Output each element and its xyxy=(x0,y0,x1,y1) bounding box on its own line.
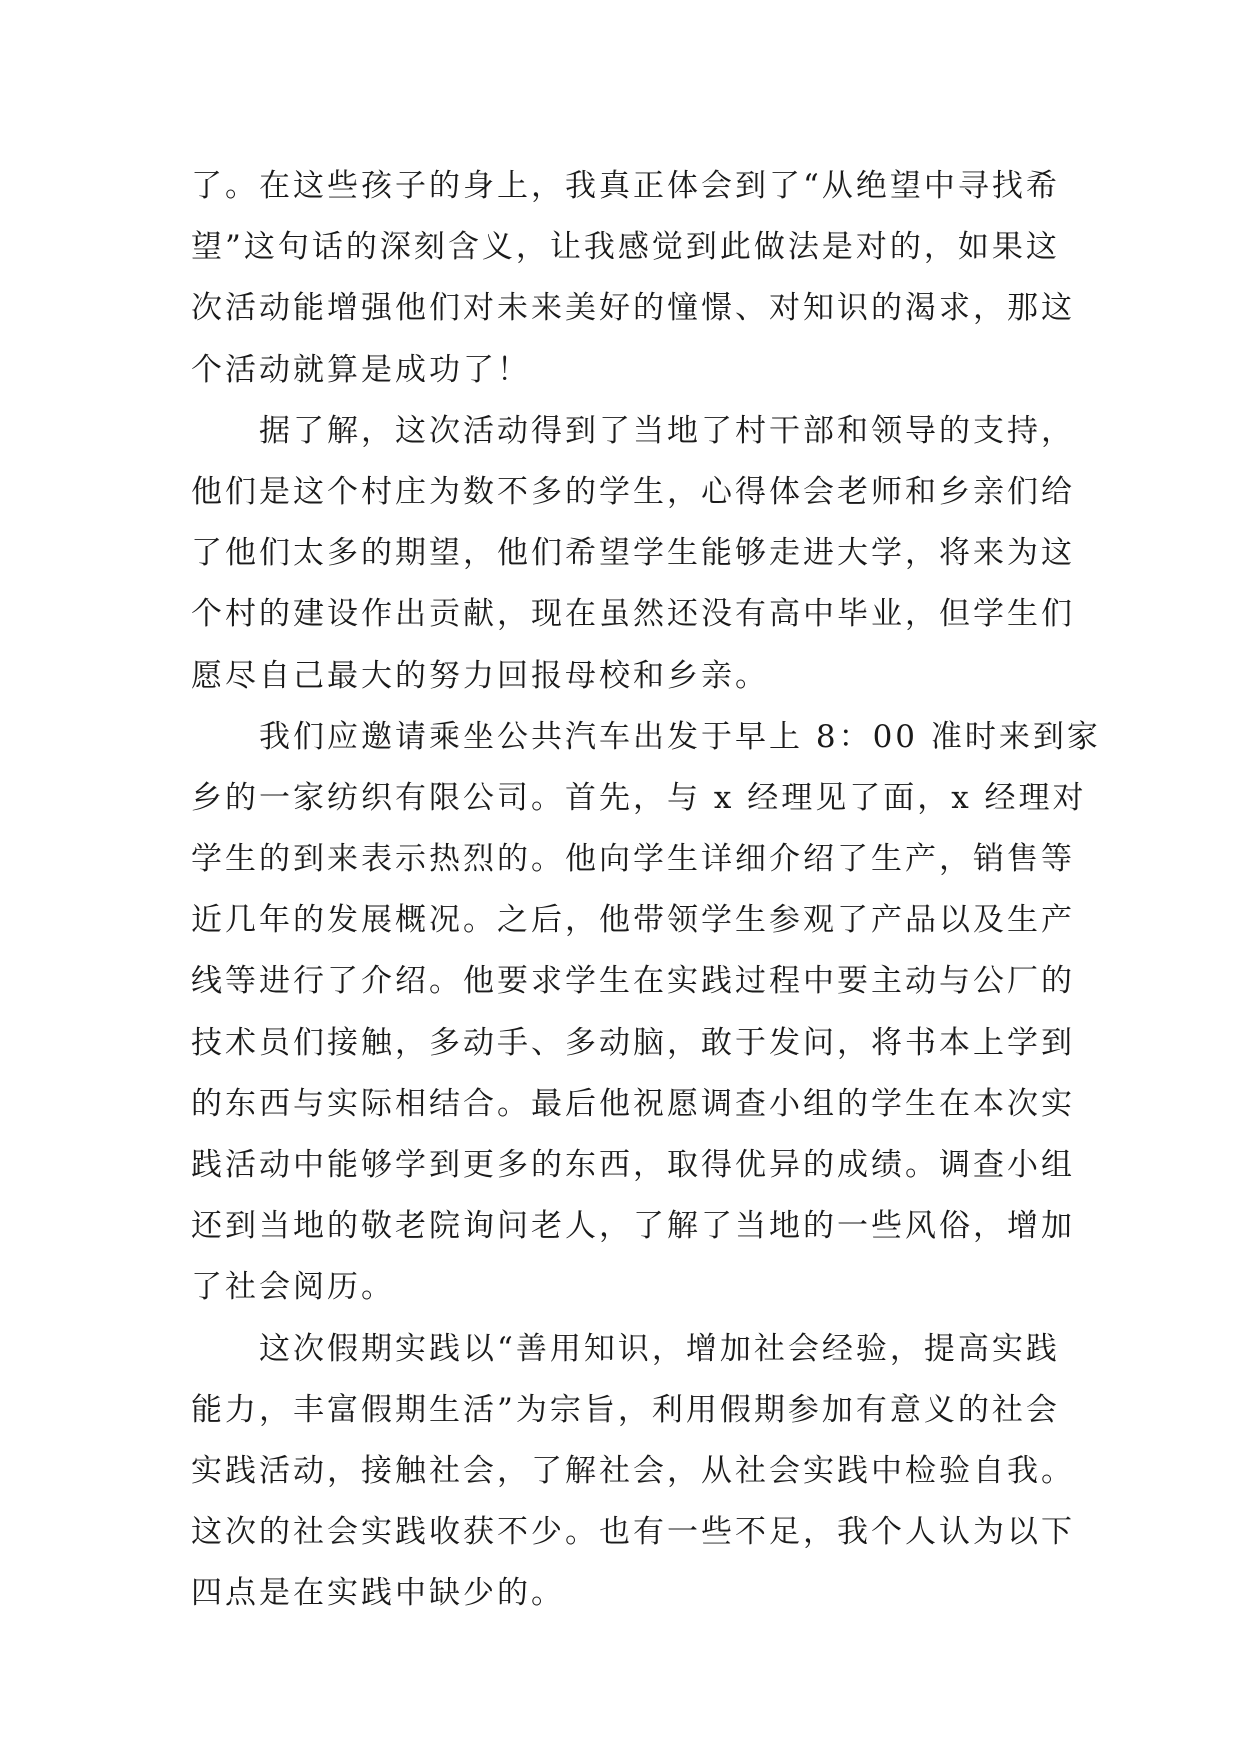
text-line: 还到当地的敬老院询问老人，了解了当地的一些风俗，增加 xyxy=(191,1208,1075,1245)
text-line: 学生的到来表示热烈的。他向学生详细介绍了生产，销售等 xyxy=(191,841,1075,878)
text-line: 我们应邀请乘坐公共汽车出发于早上 8：00 准时来到家 xyxy=(259,718,1101,755)
text-line: 了。在这些孩子的身上，我真正体会到了“从绝望中寻找希 xyxy=(191,168,1060,204)
text-line: 的东西与实际相结合。最后他祝愿调查小组的学生在本次实 xyxy=(191,1085,1075,1122)
text-line: 次活动能增强他们对未来美好的憧憬、对知识的渴求，那这 xyxy=(191,290,1075,327)
text-line: 能力，丰富假期生活”为宗旨，利用假期参加有意义的社会 xyxy=(191,1391,1060,1428)
paragraph xyxy=(191,1319,1075,1625)
text-line: 近几年的发展概况。之后，他带领学生参观了产品以及生产 xyxy=(191,902,1075,939)
text-line: 据了解，这次活动得到了当地了村干部和领导的支持， xyxy=(259,412,1075,449)
text-line: 这次的社会实践收获不少。也有一些不足，我个人认为以下 xyxy=(191,1514,1075,1551)
text-line: 个村的建设作出贡献，现在虽然还没有高中毕业，但学生们 xyxy=(191,596,1075,633)
text-line: 技术员们接触，多动手、多动脑，敢于发问，将书本上学到 xyxy=(191,1024,1075,1061)
text-line: 个活动就算是成功了！ xyxy=(191,351,531,388)
text-line: 他们是这个村庄为数不多的学生，心得体会老师和乡亲们给 xyxy=(191,473,1075,510)
text-line: 望”这句话的深刻含义，让我感觉到此做法是对的，如果这 xyxy=(191,229,1060,266)
text-line: 线等进行了介绍。他要求学生在实践过程中要主动与公厂的 xyxy=(191,963,1075,1000)
text-line: 践活动中能够学到更多的东西，取得优异的成绩。调查小组 xyxy=(191,1147,1075,1183)
text-line: 愿尽自己最大的努力回报母校和乡亲。 xyxy=(191,657,769,694)
text-line: 四点是在实践中缺少的。 xyxy=(191,1575,565,1612)
text-line: 了他们太多的期望，他们希望学生能够走进大学，将来为这 xyxy=(191,535,1075,572)
text-line: 了社会阅历。 xyxy=(191,1269,395,1306)
paragraph xyxy=(191,401,1075,707)
text-line: 这次假期实践以“善用知识，增加社会经验，提高实践 xyxy=(259,1330,1060,1367)
document-body xyxy=(191,156,1101,1625)
text-line: 实践活动，接触社会，了解社会，从社会实践中检验自我。 xyxy=(191,1452,1075,1489)
paragraph xyxy=(191,156,1075,401)
paragraph xyxy=(191,707,1101,1319)
text-line: 乡的一家纺织有限公司。首先，与 x 经理见了面，x 经理对 xyxy=(191,779,1087,816)
